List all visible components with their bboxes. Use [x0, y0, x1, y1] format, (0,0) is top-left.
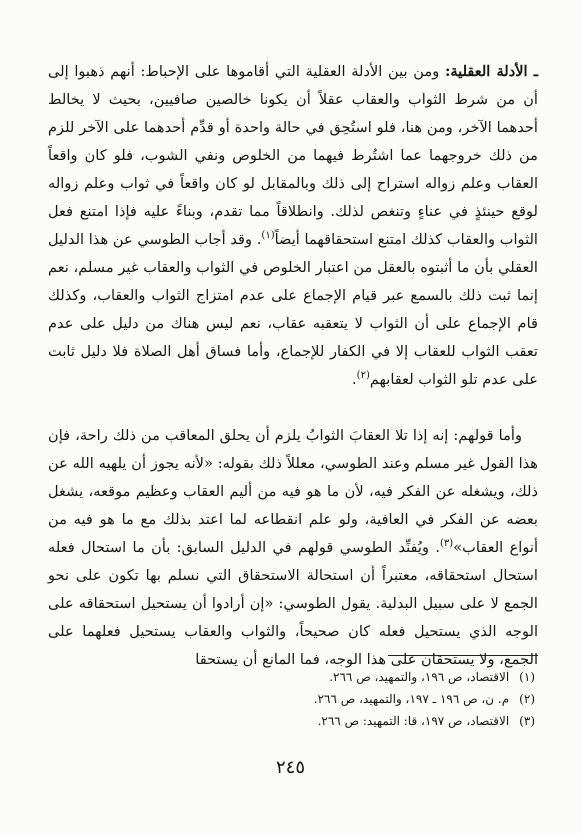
footnote-1	[48, 666, 535, 688]
paragraph-2-continuation: . ويُفنِّد الطوسي قولهم في الدليل السابق: بأن ما استحال فعله استحال استحقاقه، معتبراً أن استحالة الاستحقاق التي نسلم بها تكون على نحو الجمع لا على سبيل البدلية. يقول الطوسي: «إن أرادوا أن يستحيل استحقاقه على الوجه الذي يستحيل فعله كان صحيحاً، والثواب والعقاب يستحيل فعلهما على الجمع، ولا يستحقان على هذا الوجه، فما المانع أن يستحقا	[48, 539, 538, 668]
paragraph-1-end: .	[352, 371, 357, 388]
footnote-ref-1[interactable]: (١)	[261, 230, 275, 242]
page-number: ٢٤٥	[275, 757, 305, 778]
footnotes	[48, 666, 535, 732]
paragraph-2-text: وأما قولهم: إنه إذا تلا العقابَ الثوابُ يلزم أن يحلق المعاقب من ذلك راحة، فإن هذا القول غير مسلم وعند الطوسي، معللاً ذلك بقوله: «لأنه يجوز أن يلهيه الله عن ذلك، ويشغله عن الفكر فيه، لأن ما هو فيه من أليم العقاب وعظيم موقعه، يشغل بعضه عن الفكر في العافية، ولو علم انقطاعه لما اعتد بذلك مع ما هو فيه من أنواع العقاب»	[48, 427, 538, 556]
footnote-ref-2[interactable]: (٢)	[356, 370, 370, 382]
section-heading: ـ الأدلة العقلية:	[444, 63, 538, 80]
footnote-text: الاقتصاد، ص ١٩٦، والتمهيد، ص ٢٦٦.	[329, 670, 510, 684]
footnote-separator	[388, 655, 538, 656]
footnote-number: (١)	[519, 670, 535, 684]
footnote-text: الاقتصاد، ص ١٩٧، قا: التمهيد: ص ٢٦٦.	[317, 714, 510, 728]
main-text	[48, 58, 538, 674]
paragraph-1	[48, 58, 538, 394]
footnote-number: (٣)	[519, 714, 535, 728]
footnote-3	[48, 710, 535, 732]
paragraph-1-continuation: . وقد أجاب الطوسي عن هذا الدليل العقلي بأن ما أثبتوه بالعقل من اعتبار الخلوص في الثواب والعقاب غير مسلم، نعم إنما ثبت ذلك بالسمع عبر قيام الإجماع على عدم امتزاج الثواب والعقاب، وكذلك قام الإجماع على أن الثواب لا يتعقبه عقاب، نعم ليس هناك من دليل على عدم تعقب الثواب للعقاب إلا في الكفار للإجماع، وأما فساق أهل الصلاة فلا دليل ثابت على عدم تلو الثواب لعقابهم	[48, 231, 538, 388]
paragraph-2	[48, 422, 538, 674]
footnote-text: م. ن، ص ١٩٦ ـ ١٩٧، والتمهيد، ص ٢٦٦.	[313, 692, 510, 706]
footnote-2	[48, 688, 535, 710]
paragraph-1-text: ومن بين الأدلة العقلية التي أقاموها على الإحباط: أنهم ذهبوا إلى أن من شرط الثواب والعقاب عقلاً أن يكونا خالصين صافيين، بحيث لا يخالط أحدهما الآخر، ومن هنا، فلو استُحِق في حالة واحدة أو قدِّم أحدهما على الآخر للزم من ذلك خروجهما عما اشتُرط فيهما من الخلوص ونفي الشوب، فلو كان واقعاً العقاب وعلم زواله استراح إلى ذلك وبالمقابل لو كان واقعاً في ثواب وعلم زواله لوقع حينئذٍ في عناءٍ وتنغص لذلك. وانطلاقاً مما تقدم، وبناءً عليه فإذا امتنع فعل الثواب والعقاب كذلك امتنع استحقاقهما أيضاً	[48, 63, 538, 248]
footnote-number: (٢)	[519, 692, 535, 706]
footnote-ref-3[interactable]: (٣)	[440, 538, 454, 550]
